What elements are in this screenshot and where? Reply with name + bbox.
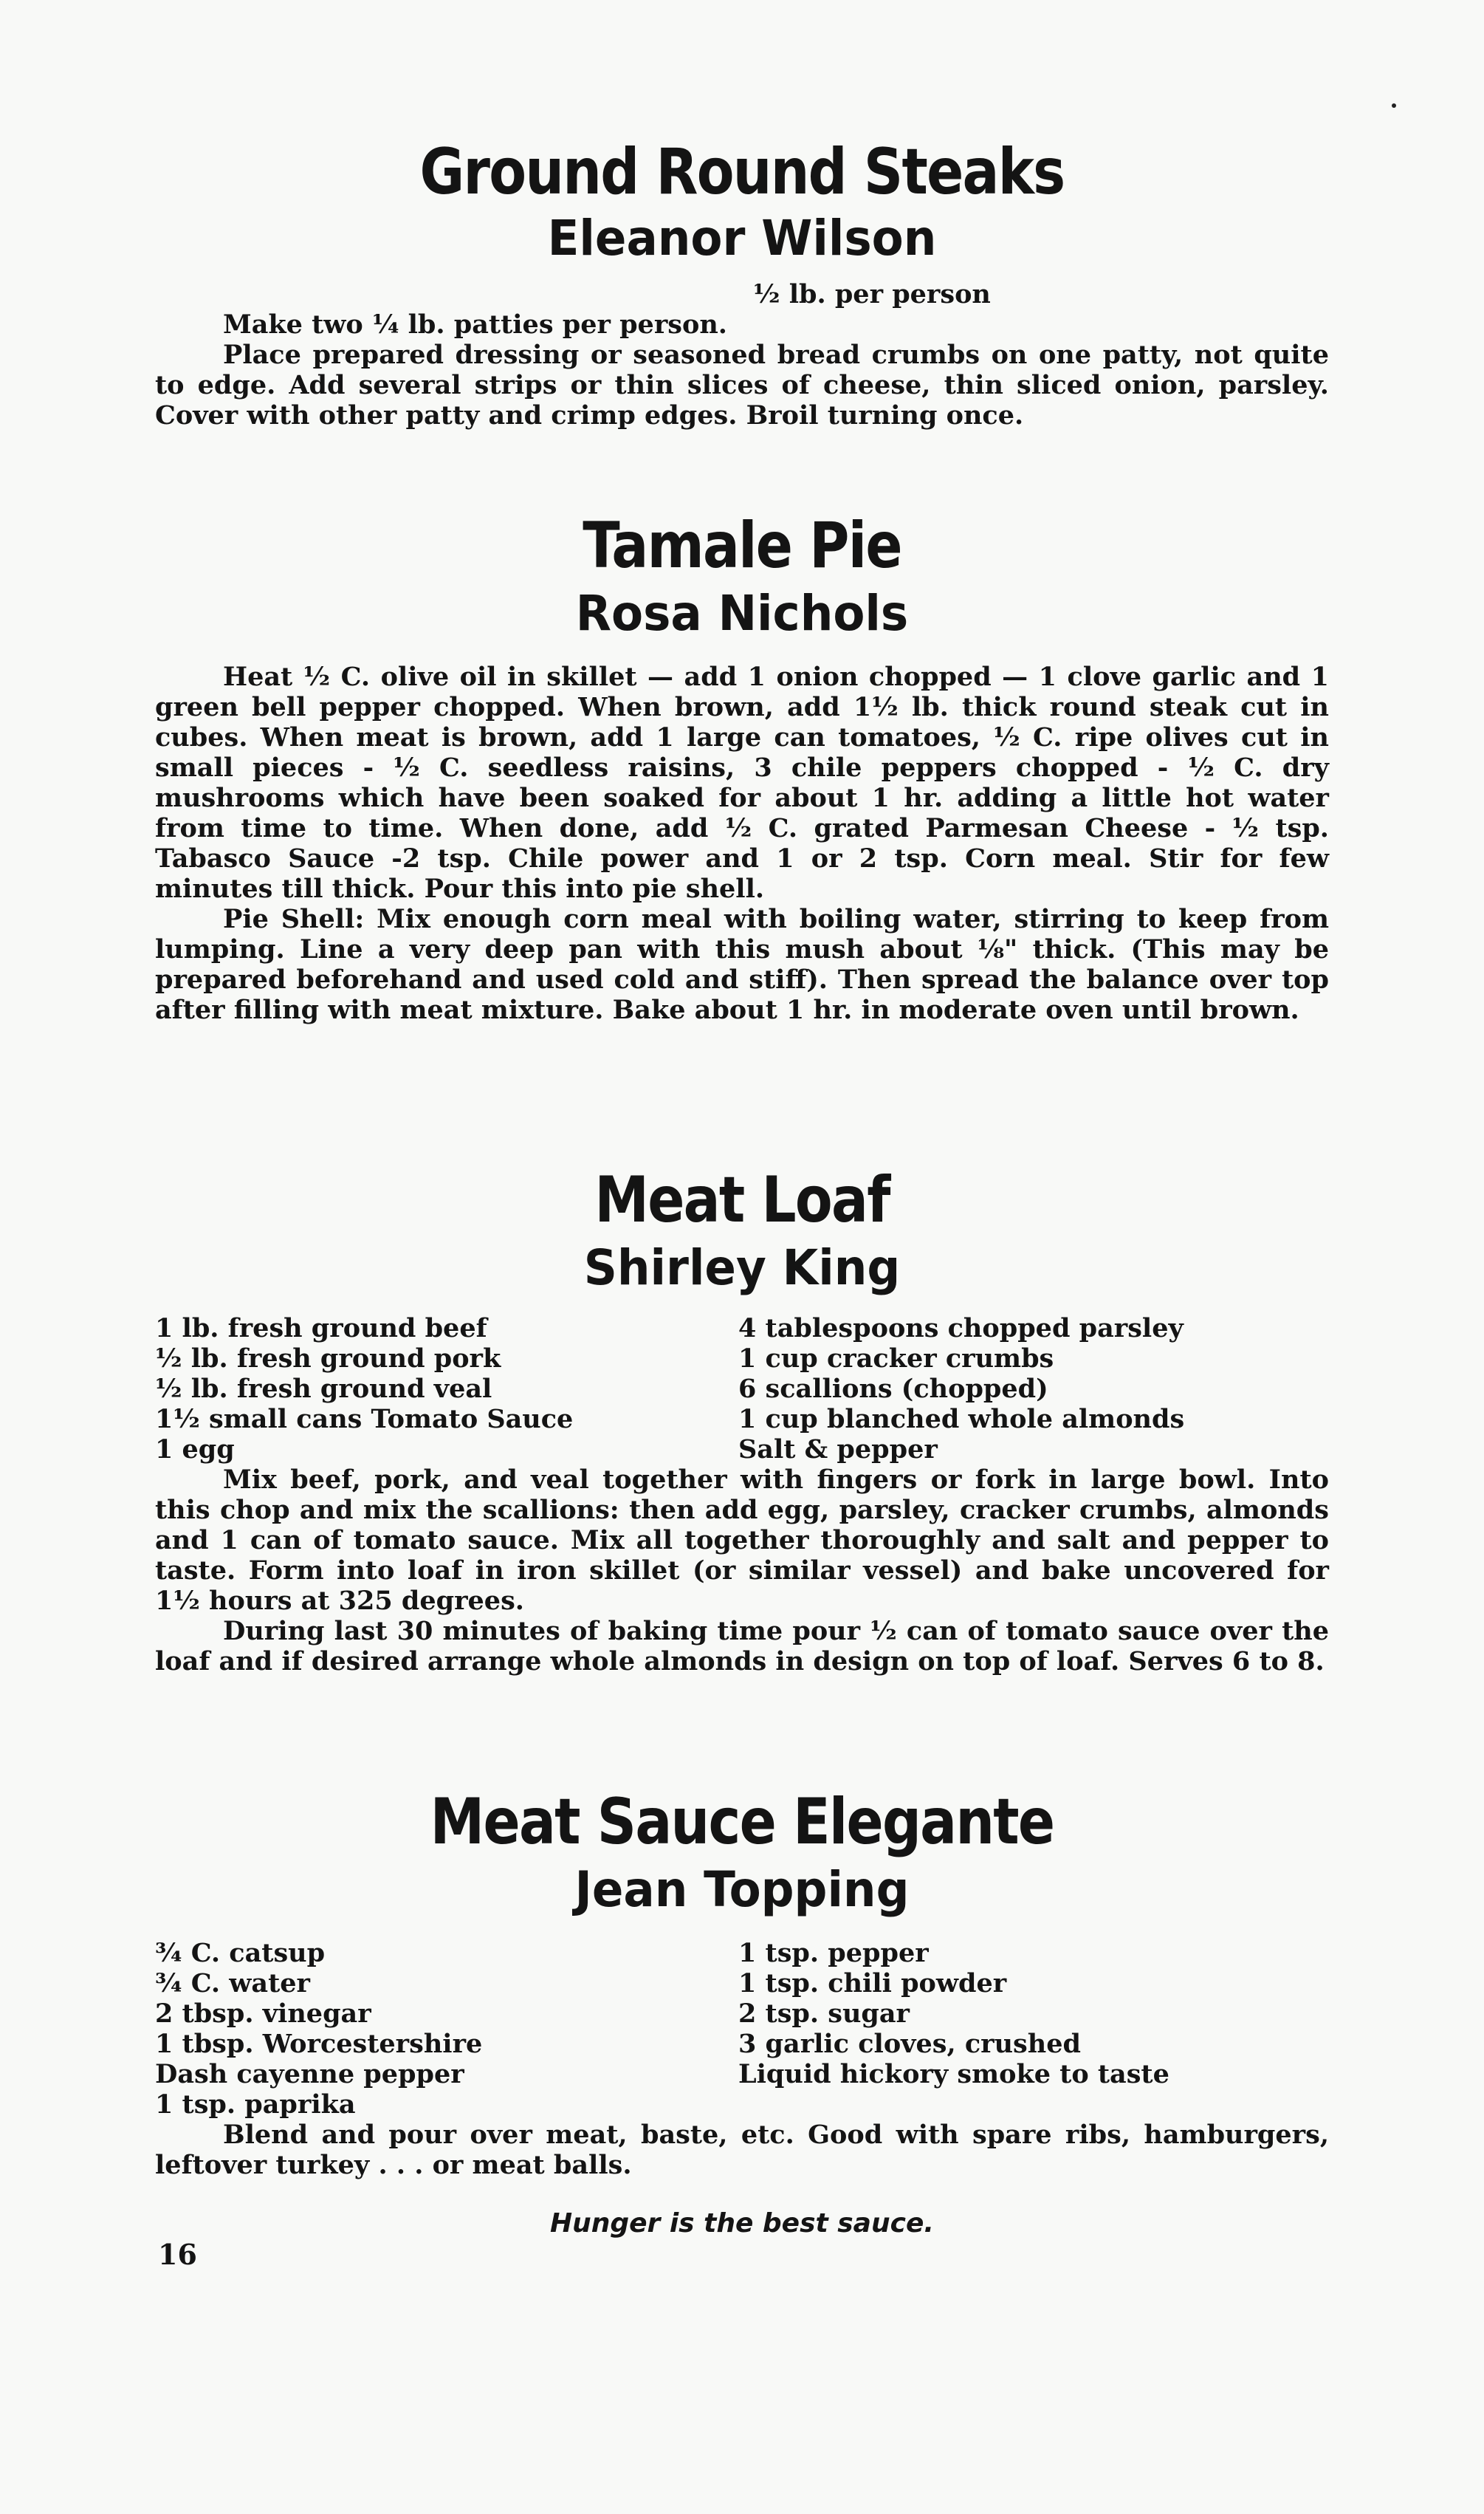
recipe-paragraph: Place prepared dressing or seasoned bread crumbs on one patty, not quite to edge. Add several strips or thin slices of cheese, thin sliced onion, parsley. Cover with other patty and crimp edges. Broil turning once. [155,340,1329,431]
ingredients-right [738,1313,1329,1465]
recipe-author: Shirley King [583,1239,901,1296]
ingredient: 1 tsp. chili powder [738,1968,1007,1998]
recipe-body-meat-loaf [155,1313,1329,1676]
ingredient: 1½ small cans Tomato Sauce [155,1404,574,1434]
recipe-paragraph: Heat ½ C. olive oil in skillet — add 1 onion chopped — 1 clove garlic and 1 green bell pepper chopped. When brown, add 1½ lb. thick round steak cut in cubes. When meat is brown, add 1 large can tomatoes, ½ C. ripe olives cut in small pieces - ½ C. seedless raisins, 3 chile peppers chopped - ½ C. dry mushrooms which have been soaked for about 1 hr. adding a little hot water from time to time. When done, add ½ C. grated Parmesan Cheese - ½ tsp. Tabasco Sauce -2 tsp. Chile power and 1 or 2 tsp. Corn meal. Stir for few minutes till thick. Pour this into pie shell. [155,662,1329,904]
recipe-meat-sauce-elegante [0,1787,1484,1917]
speck-mark [1392,103,1396,108]
ingredient: 1 cup cracker crumbs [738,1343,1054,1374]
ingredient: 1 cup blanched whole almonds [738,1404,1185,1434]
ingredients-right [738,1938,1329,2120]
recipe-author: Rosa Nichols [575,584,909,642]
ingredient: 2 tsp. sugar [738,1998,910,2029]
ingredients-left [155,1313,738,1465]
ingredient: 4 tablespoons chopped parsley [738,1313,1184,1343]
ingredient-columns [155,1938,1329,2120]
ingredient: 1 tsp. pepper [738,1938,929,1968]
page-motto: Hunger is the best sauce. [549,2208,935,2239]
recipe-author: Jean Topping [574,1860,910,1918]
serving-note: ½ lb. per person [753,279,991,309]
ingredient: 1 egg [155,1434,235,1465]
ingredient: 1 lb. fresh ground beef [155,1313,487,1343]
recipe-title: Ground Round Steaks [419,135,1065,209]
ingredient: 3 garlic cloves, crushed [738,2029,1081,2059]
ingredients-left [155,1938,738,2120]
ingredient: 6 scallions (chopped) [738,1374,1048,1404]
recipe-author: Eleanor Wilson [547,209,937,267]
ingredient: ½ lb. fresh ground pork [155,1343,501,1374]
ingredient-columns [155,1313,1329,1465]
ingredient: ½ lb. fresh ground veal [155,1374,492,1404]
recipe-paragraph: During last 30 minutes of baking time pour ½ can of tomato sauce over the loaf and if desired arrange whole almonds in design on top of loaf. Serves 6 to 8. [155,1616,1329,1676]
ingredient: Salt & pepper [738,1434,938,1465]
ingredient: ¾ C. catsup [155,1938,326,1968]
ingredient: Liquid hickory smoke to taste [738,2059,1169,2089]
ingredient: 1 tbsp. Worcestershire [155,2029,483,2059]
page-number: 16 [158,2238,197,2271]
ingredient: 1 tsp. paprika [155,2089,356,2120]
recipe-paragraph: Mix beef, pork, and veal together with fingers or fork in large bowl. Into this chop and mix the scallions: then add egg, parsley, cracker crumbs, almonds and 1 can of tomato sauce. Mix all together thoroughly and salt and pepper to taste. Form into loaf in iron skillet (or similar vessel) and bake uncovered for 1½ hours at 325 degrees. [155,1465,1329,1616]
recipe-paragraph: Pie Shell: Mix enough corn meal with boiling water, stirring to keep from lumping. Line a very deep pan with this mush about ⅛" thick. (This may be prepared beforehand and used cold and stiff). Then spread the balance over top after filling with meat mixture. Bake about 1 hr. in moderate oven until brown. [155,904,1329,1025]
recipe-ground-round-steaks [0,137,1484,266]
recipe-tamale-pie [0,511,1484,641]
recipe-title: Meat Loaf [594,1163,890,1237]
recipe-title: Tamale Pie [583,509,901,583]
recipe-paragraph: Make two ¼ lb. patties per person. [223,309,727,340]
ingredient: Dash cayenne pepper [155,2059,464,2089]
ingredient: ¾ C. water [155,1968,310,1998]
ingredient: 2 tbsp. vinegar [155,1998,371,2029]
recipe-meat-loaf [0,1165,1484,1295]
recipe-body-meat-sauce-elegante [155,1938,1329,2180]
recipe-body-tamale-pie [155,662,1329,1025]
recipe-title: Meat Sauce Elegante [430,1785,1054,1859]
recipe-body-ground-round-steaks [155,279,1329,431]
recipe-paragraph: Blend and pour over meat, baste, etc. Good with spare ribs, hamburgers, leftover turkey . . . or meat balls. [155,2120,1329,2180]
